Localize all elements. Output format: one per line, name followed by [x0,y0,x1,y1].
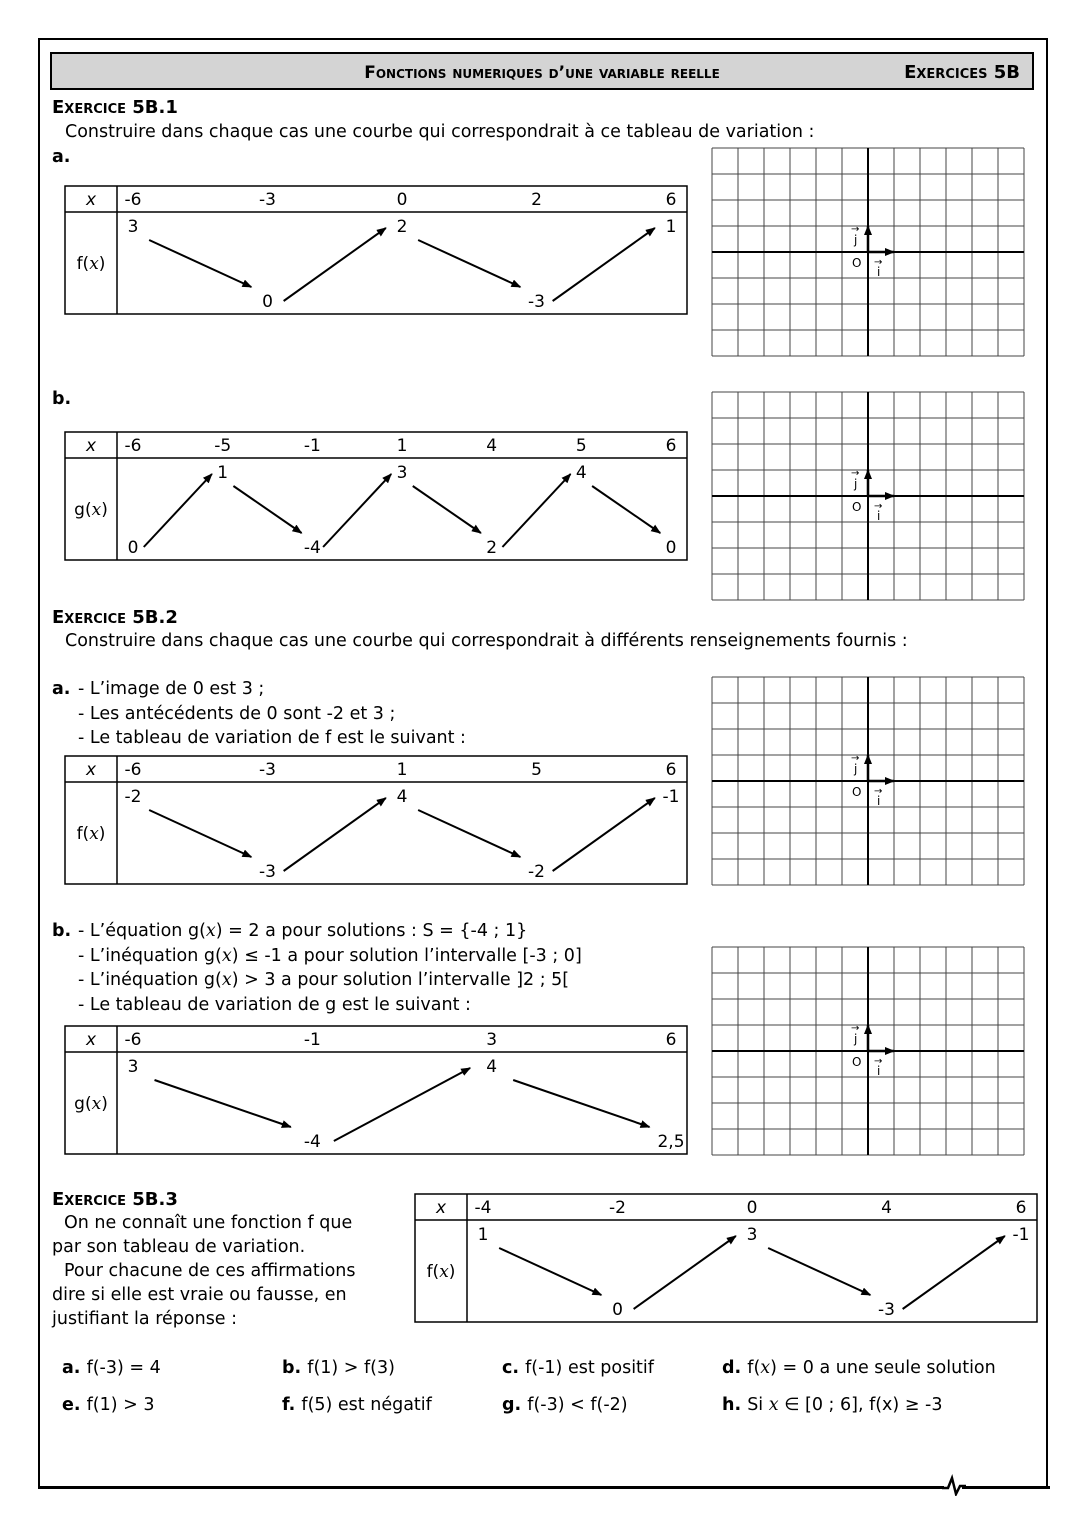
table-x-value: 2 [531,190,542,210]
table-f-value: -3 [259,862,276,882]
table-x-value: 1 [396,760,408,780]
origin-label: O [852,785,862,799]
variation-arrow [553,798,655,871]
frame-bottom-left [38,1486,944,1489]
j-arrow-label: → [851,468,860,479]
ex2-title: Exercice 5B.2 [52,607,178,628]
page-header [50,52,1034,90]
table-function-label: g(x) [74,1094,108,1114]
ex3-intro-line: On ne connaît une fonction f que [64,1213,353,1233]
table-x-value: -1 [303,436,321,456]
j-arrow-label: → [851,1023,860,1034]
ex3-statement-text: f( [747,1358,761,1378]
ex3-statement-label: b. [282,1358,308,1378]
i-arrow-label: → [874,1056,883,1067]
ex3-statement-variable: x [760,1358,771,1378]
origin-label: O [852,1055,862,1069]
ex3-intro-line: justifiant la réponse : [52,1309,238,1329]
table-x-value: 5 [575,436,587,456]
table-x-value: 0 [396,190,408,210]
variation-arrow [553,228,655,301]
j-label: j [854,233,858,247]
table-x-value: 4 [881,1198,892,1218]
table-f-value: 2 [486,538,498,558]
variation-table-3 [413,1192,1039,1324]
table-f-value: -1 [662,787,680,807]
table-f-value: -2 [528,862,545,882]
table-x-value: -1 [303,1030,321,1050]
table-function-label: g(x) [74,500,108,520]
header-exercise-number: Exercices 5B [904,62,1020,83]
ex3-statement [282,1358,395,1378]
j-label: j [854,477,858,491]
variation-arrow [284,228,386,301]
table-f-value: 1 [217,463,229,483]
ex3-statement-text: f(-3) = 4 [86,1358,161,1378]
table-f-value: 0 [262,292,273,312]
table-x-value: -5 [214,436,232,456]
table-x-value: 3 [486,1030,498,1050]
table-x-value: -6 [124,190,142,210]
ex2-b-line: - L’inéquation g(x) > 3 a pour solution l’intervalle ]2 ; 5[ [78,970,570,990]
table-f-value: -4 [303,1132,321,1152]
table-border [65,186,687,314]
table-f-value: 3 [127,217,139,237]
ex2-b-line: - L’équation g(x) = 2 a pour solutions : S = {-4 ; 1} [78,921,528,941]
table-x-value: -3 [259,190,276,210]
table-variable-label: x [435,1198,447,1218]
ex3-statement-label: d. [722,1358,748,1378]
ex1-b-label: b. [52,389,72,409]
ex3-statement-text: ∈ [0 ; 6], f(x) ≥ -3 [778,1395,943,1415]
table-function-label: f(x) [426,1262,456,1282]
variation-arrow [413,486,481,533]
ex3-statement-label: a. [62,1358,87,1378]
variation-arrow [149,810,251,857]
ex3-statement-label: c. [502,1358,526,1378]
ex3-statement [282,1395,432,1415]
table-x-value: 6 [665,760,677,780]
origin-label: O [852,500,862,514]
variation-table-1b [63,430,689,562]
variation-arrow [233,486,301,533]
table-f-value: 3 [396,463,408,483]
ex3-statement-label: g. [502,1395,528,1415]
ex3-statement [62,1395,154,1415]
table-x-value: 0 [746,1198,758,1218]
table-f-value: -2 [124,787,142,807]
variation-arrow [334,1068,470,1141]
variation-arrow [502,474,570,547]
ex2-b-line: - L’inéquation g(x) ≤ -1 a pour solution l’intervalle [-3 ; 0] [78,946,582,966]
table-x-value: 6 [1015,1198,1027,1218]
variation-arrow [513,1080,649,1127]
i-label: i [877,509,881,523]
variation-arrow [418,240,520,287]
table-x-value: 6 [665,1030,677,1050]
page-corner-mark [938,1472,968,1496]
table-x-value: 4 [486,436,498,456]
table-border [65,1026,687,1154]
ex3-statement-text: f(1) > f(3) [307,1358,395,1378]
ex3-statement-text: ) = 0 a une seule solution [770,1358,996,1378]
ex3-statement-label: f. [282,1395,302,1415]
ex3-statement-label: h. [722,1395,748,1415]
table-variable-label: x [85,760,97,780]
ex3-statement-text: f(-1) est positif [525,1358,654,1378]
table-x-value: -4 [474,1198,492,1218]
grid-1a [711,147,1025,357]
ex3-statement [722,1358,996,1378]
ex2-intro: Construire dans chaque cas une courbe qui correspondrait à différents renseignements fournis : [65,631,908,651]
i-arrow-label: → [874,257,883,268]
table-border [415,1194,1037,1322]
origin-label: O [852,256,862,270]
table-x-value: 6 [665,436,677,456]
table-x-value: 1 [396,436,408,456]
variation-arrow [323,474,391,547]
j-label: j [854,1032,858,1046]
j-arrow-label: → [851,224,860,235]
table-variable-label: x [85,1030,97,1050]
variation-arrow [634,1236,736,1309]
table-f-value: 1 [665,217,677,237]
table-x-value: -3 [259,760,276,780]
ex2-a-line: - L’image de 0 est 3 ; [78,679,265,699]
variation-table-1a [63,184,689,316]
variation-arrow [284,798,386,871]
ex1-intro: Construire dans chaque cas une courbe qui correspondrait à ce tableau de variation : [65,122,815,142]
j-arrow-label: → [851,753,860,764]
variation-arrow [155,1080,291,1127]
variation-arrow [768,1248,870,1295]
table-x-value: -2 [609,1198,626,1218]
ex3-statement-text: f(1) > 3 [86,1395,155,1415]
grid-2b [711,946,1025,1156]
i-arrow-label: → [874,786,883,797]
variation-table-2a [63,754,689,886]
table-f-value: 0 [612,1300,623,1320]
table-f-value: 2,5 [657,1132,685,1152]
table-f-value: -3 [528,292,545,312]
table-x-value: 6 [665,190,677,210]
table-f-value: 3 [746,1225,758,1245]
ex3-statement-text: f(5) est négatif [301,1395,432,1415]
ex2-b-line: - Le tableau de variation de g est le suivant : [78,995,471,1015]
ex2-a-label: a. [52,679,71,699]
table-f-value: 4 [486,1057,498,1077]
ex2-a-line: - Le tableau de variation de f est le suivant : [78,728,466,748]
table-border [65,432,687,560]
variation-arrow [499,1248,601,1295]
ex3-statement [722,1395,942,1415]
table-x-value: -6 [124,1030,142,1050]
table-x-value: -6 [124,436,142,456]
variation-arrow [149,240,251,287]
i-label: i [877,1064,881,1078]
ex3-intro-line: par son tableau de variation. [52,1237,306,1257]
table-function-label: f(x) [76,254,106,274]
table-f-value: -4 [303,538,321,558]
j-label: j [854,762,858,776]
frame-bottom-right [962,1486,1050,1489]
variation-arrow [144,474,212,547]
table-f-value: 4 [396,787,408,807]
ex2-a-line: - Les antécédents de 0 sont -2 et 3 ; [78,704,396,724]
table-x-value: 5 [531,760,542,780]
ex3-statement [502,1395,628,1415]
variation-arrow [903,1236,1005,1309]
table-function-label: f(x) [76,824,106,844]
table-border [65,756,687,884]
table-f-value: -3 [878,1300,895,1320]
i-arrow-label: → [874,501,883,512]
i-label: i [877,794,881,808]
ex3-intro-line: Pour chacune de ces affirmations [64,1261,356,1281]
ex2-b-label: b. [52,921,72,941]
table-f-value: 0 [127,538,139,558]
grid-2a [711,676,1025,886]
variation-arrow [418,810,520,857]
table-f-value: 4 [575,463,587,483]
ex1-a-label: a. [52,147,71,167]
header-title: Fonctions numeriques d’une variable reelle [364,63,720,83]
ex3-intro-line: dire si elle est vraie ou fausse, en [52,1285,347,1305]
table-f-value: 1 [477,1225,489,1245]
variation-arrow [592,486,660,533]
table-variable-label: x [85,436,97,456]
ex1-title: Exercice 5B.1 [52,97,178,118]
ex3-statement [502,1358,654,1378]
grid-1b [711,391,1025,601]
table-x-value: -6 [124,760,142,780]
ex3-statement-text: Si [747,1395,769,1415]
table-f-value: 3 [127,1057,139,1077]
i-label: i [877,265,881,279]
ex3-statement-variable: x [768,1395,779,1415]
ex3-title: Exercice 5B.3 [52,1189,178,1210]
table-f-value: 2 [396,217,408,237]
ex3-statement [62,1358,161,1378]
ex3-statement-text: f(-3) < f(-2) [527,1395,628,1415]
table-f-value: -1 [1012,1225,1030,1245]
ex3-statement-label: e. [62,1395,87,1415]
table-f-value: 0 [665,538,677,558]
variation-table-2b [63,1024,689,1156]
table-variable-label: x [85,190,97,210]
